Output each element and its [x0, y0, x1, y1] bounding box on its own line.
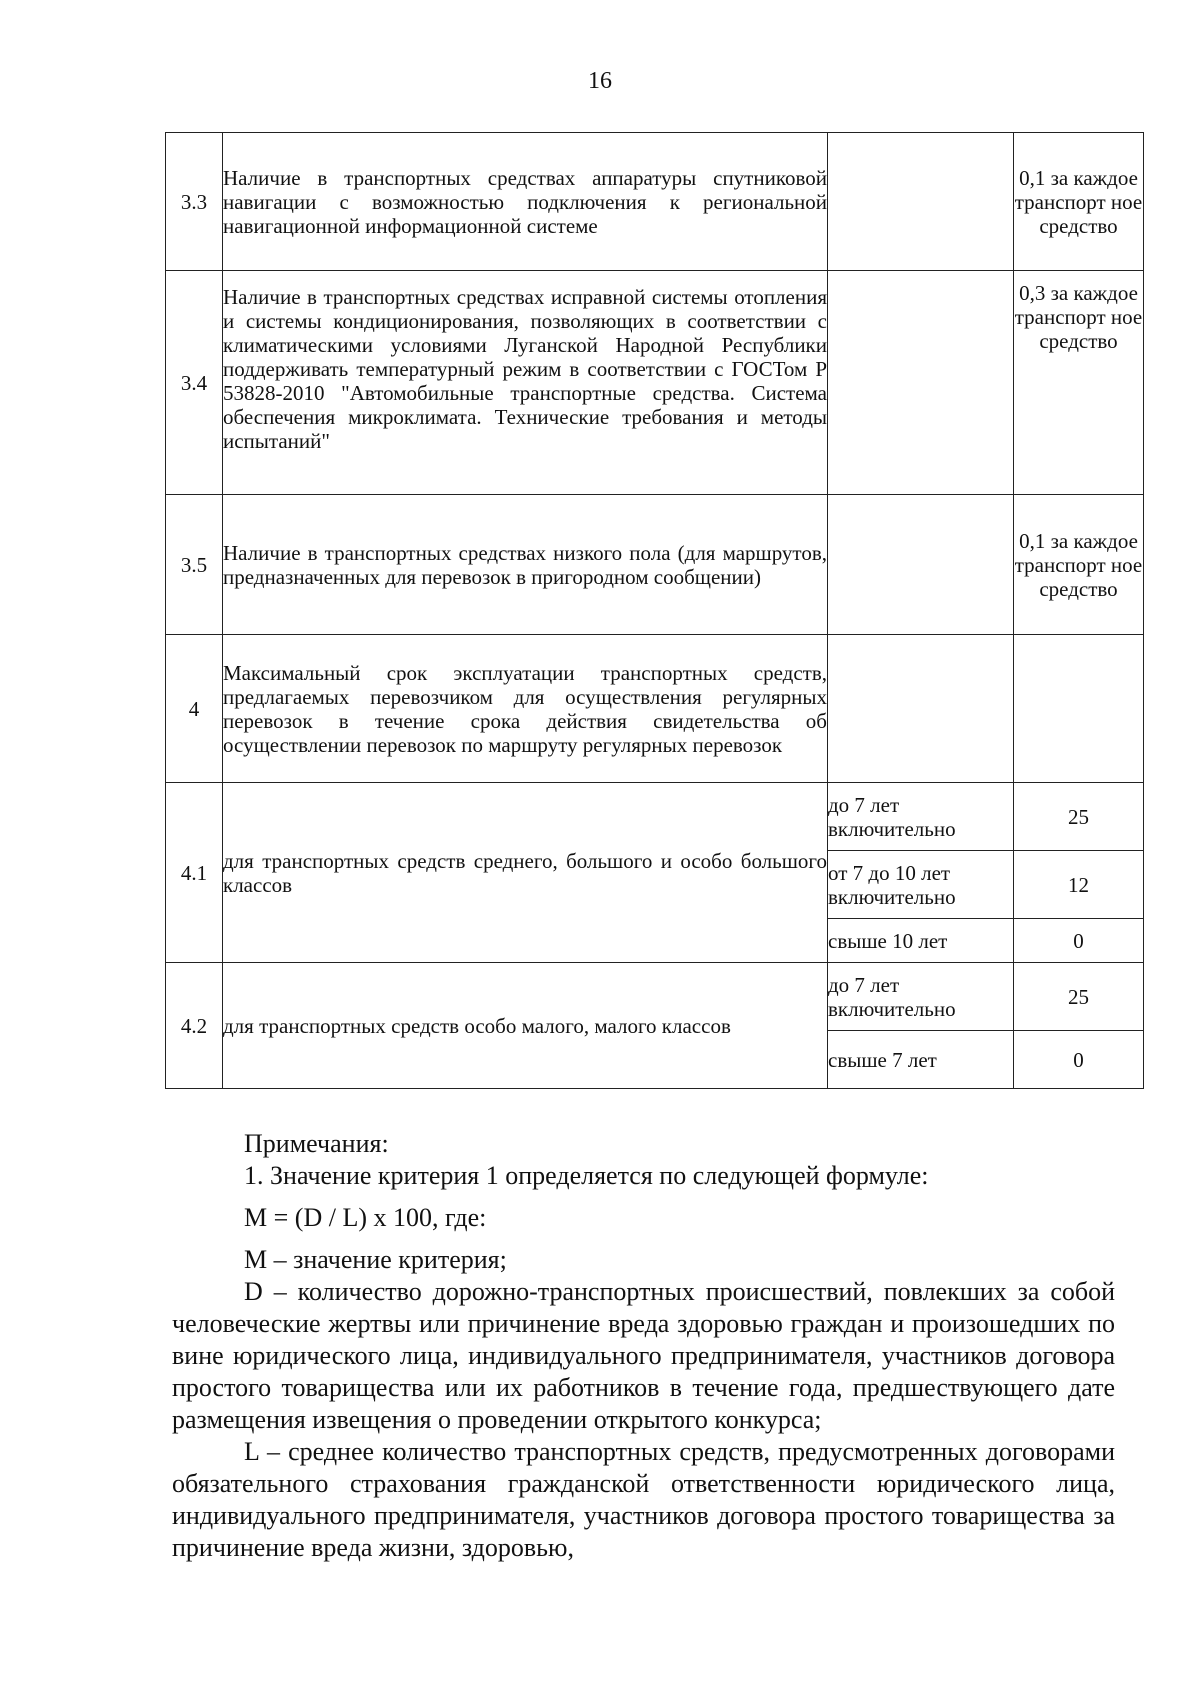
criterion-text: Наличие в транспортных средствах исправной системы отопления и системы кондиционирования, позволяющих в соответствии с климатическими условиями Луганской Народной Республики поддерживать температурный режим в соответствии с ГОСТом Р 53828-2010 "Автомобильные транспортные средства. Система обеспечения микроклимата. Технические требования и методы испытаний" [223, 271, 828, 495]
table-row [166, 963, 1144, 1031]
note-item-1: 1. Значение критерия 1 определяется по следующей формуле: [244, 1161, 929, 1190]
score-cell: 25 [1014, 963, 1144, 1031]
condition-cell [828, 271, 1014, 495]
condition-cell [828, 495, 1014, 635]
notes-heading: Примечания: [244, 1129, 389, 1158]
score-cell: 0,1 за каждое транспорт ное средство [1014, 495, 1144, 635]
condition-cell [828, 635, 1014, 783]
row-number: 3.3 [166, 133, 223, 271]
page-number: 16 [588, 68, 612, 94]
condition-cell: свыше 10 лет [828, 919, 1014, 963]
score-cell [1014, 635, 1144, 783]
row-number: 4.1 [166, 783, 223, 963]
score-cell: 12 [1014, 851, 1144, 919]
criterion-text: для транспортных средств среднего, большого и особо большого классов [223, 783, 828, 963]
score-cell: 25 [1014, 783, 1144, 851]
formula: M = (D / L) x 100, где: [244, 1203, 487, 1232]
criteria-table [165, 132, 1144, 1089]
row-number: 3.4 [166, 271, 223, 495]
row-number: 4 [166, 635, 223, 783]
notes-section [172, 1128, 1115, 1564]
definition-l: L – среднее количество транспортных средств, предусмотренных договорами обязательного страхования гражданской ответственности юридического лица, индивидуального предпринимателя, участников договора простого товарищества за причинение вреда жизни, здоровью, [172, 1437, 1115, 1562]
score-cell: 0,1 за каждое транспорт ное средство [1014, 133, 1144, 271]
condition-cell: до 7 лет включительно [828, 963, 1014, 1031]
condition-cell: свыше 7 лет [828, 1031, 1014, 1089]
condition-cell: от 7 до 10 лет включительно [828, 851, 1014, 919]
score-cell: 0 [1014, 1031, 1144, 1089]
row-number: 4.2 [166, 963, 223, 1089]
table-row [166, 635, 1144, 783]
criterion-text: Максимальный срок эксплуатации транспортных средств, предлагаемых перевозчиком для осуществления регулярных перевозок в течение срока действия свидетельства об осуществлении перевозок по маршруту регулярных перевозок [223, 635, 828, 783]
criterion-text: Наличие в транспортных средствах аппаратуры спутниковой навигации с возможностью подключения к региональной навигационной информационной системе [223, 133, 828, 271]
condition-cell: до 7 лет включительно [828, 783, 1014, 851]
row-number: 3.5 [166, 495, 223, 635]
table-row [166, 783, 1144, 851]
criterion-text: для транспортных средств особо малого, малого классов [223, 963, 828, 1089]
definition-m: M – значение критерия; [244, 1245, 507, 1274]
criterion-text: Наличие в транспортных средствах низкого пола (для маршрутов, предназначенных для перевозок в пригородном сообщении) [223, 495, 828, 635]
table-row [166, 495, 1144, 635]
score-cell: 0 [1014, 919, 1144, 963]
table-row [166, 133, 1144, 271]
score-cell: 0,3 за каждое транспорт ное средство [1014, 271, 1144, 495]
definition-d: D – количество дорожно-транспортных происшествий, повлекших за собой человеческие жертвы или причинение вреда здоровью граждан и произошедших по вине юридического лица, индивидуального предпринимателя, участников договора простого товарищества или их работников в течение года, предшествующего дате размещения извещения о проведении открытого конкурса; [172, 1277, 1115, 1434]
condition-cell [828, 133, 1014, 271]
table-row [166, 271, 1144, 495]
